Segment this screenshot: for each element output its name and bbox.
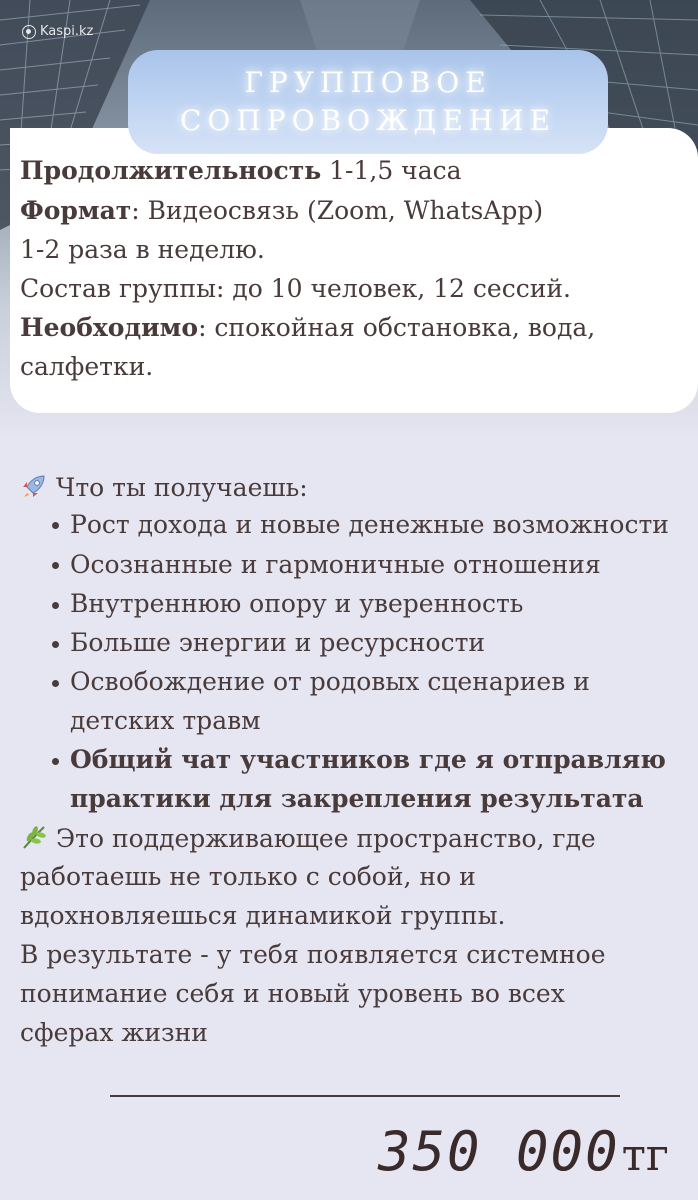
required-label: Необходимо <box>20 313 199 342</box>
title-banner <box>128 50 608 154</box>
price-currency: тг <box>621 1130 669 1181</box>
duration-label: Продолжительность <box>20 156 322 185</box>
benefit-item-5-continuation: детских травм <box>70 706 261 735</box>
benefit-item-6-continuation: практики для закрепления результата <box>70 784 644 813</box>
benefit-item-2: Осознанные и гармоничные отношения <box>70 550 601 579</box>
herb-icon <box>20 823 48 851</box>
watermark-text: Kaspi.kz <box>40 24 94 39</box>
bullet-dot <box>52 522 59 529</box>
support-line-2: работаешь не только с собой, но и <box>20 862 476 891</box>
format-value: : Видеосвязь (Zoom, WhatsApp) <box>131 196 544 225</box>
duration-line <box>20 156 462 185</box>
benefits-heading-row <box>20 472 308 502</box>
benefit-item-3: Внутреннюю опору и уверенность <box>70 589 524 618</box>
required-line <box>20 313 595 342</box>
support-line-1: Это поддерживающее пространство, где <box>56 824 596 853</box>
price-amount: 350 000 <box>378 1120 620 1183</box>
benefit-item-4: Больше энергии и ресурсности <box>70 628 486 657</box>
rocket-icon <box>20 472 48 500</box>
support-line-3: вдохновляешься динамикой группы. <box>20 901 506 930</box>
required-continuation: салфетки. <box>20 352 154 381</box>
bullet-dot <box>52 680 59 687</box>
support-line-6: сферах жизни <box>20 1018 208 1047</box>
bullet-dot <box>52 758 59 765</box>
format-line <box>20 196 543 225</box>
benefit-item-5: Освобождение от родовых сценариев и <box>70 667 590 696</box>
watermark <box>22 24 93 39</box>
support-line-4: В результате - у тебя появляется системное <box>20 940 606 969</box>
bullet-dot <box>52 641 59 648</box>
benefits-heading: Что ты получаешь: <box>56 473 308 502</box>
frequency-line: 1-2 раза в неделю. <box>20 235 265 264</box>
info-card <box>10 128 698 413</box>
title-line-1: ГРУППОВОЕ <box>244 66 492 99</box>
format-label: Формат <box>20 196 132 225</box>
benefit-item-6: Общий чат участников где я отправляю <box>70 745 666 774</box>
price <box>378 1120 669 1196</box>
kaspi-logo-icon <box>22 25 36 39</box>
divider-line <box>110 1095 620 1097</box>
duration-value: 1-1,5 часа <box>321 156 462 185</box>
bullet-dot <box>52 602 59 609</box>
bullet-dot <box>52 562 59 569</box>
group-line: Состав группы: до 10 человек, 12 сессий. <box>20 274 571 303</box>
benefit-item-1: Рост дохода и новые денежные возможности <box>70 510 669 539</box>
support-line-5: понимание себя и новый уровень во всех <box>20 979 565 1008</box>
required-value: : спокойная обстановка, вода, <box>198 313 596 342</box>
support-line-1-row <box>20 823 596 853</box>
title-line-2: СОПРОВОЖДЕНИЕ <box>179 104 557 137</box>
